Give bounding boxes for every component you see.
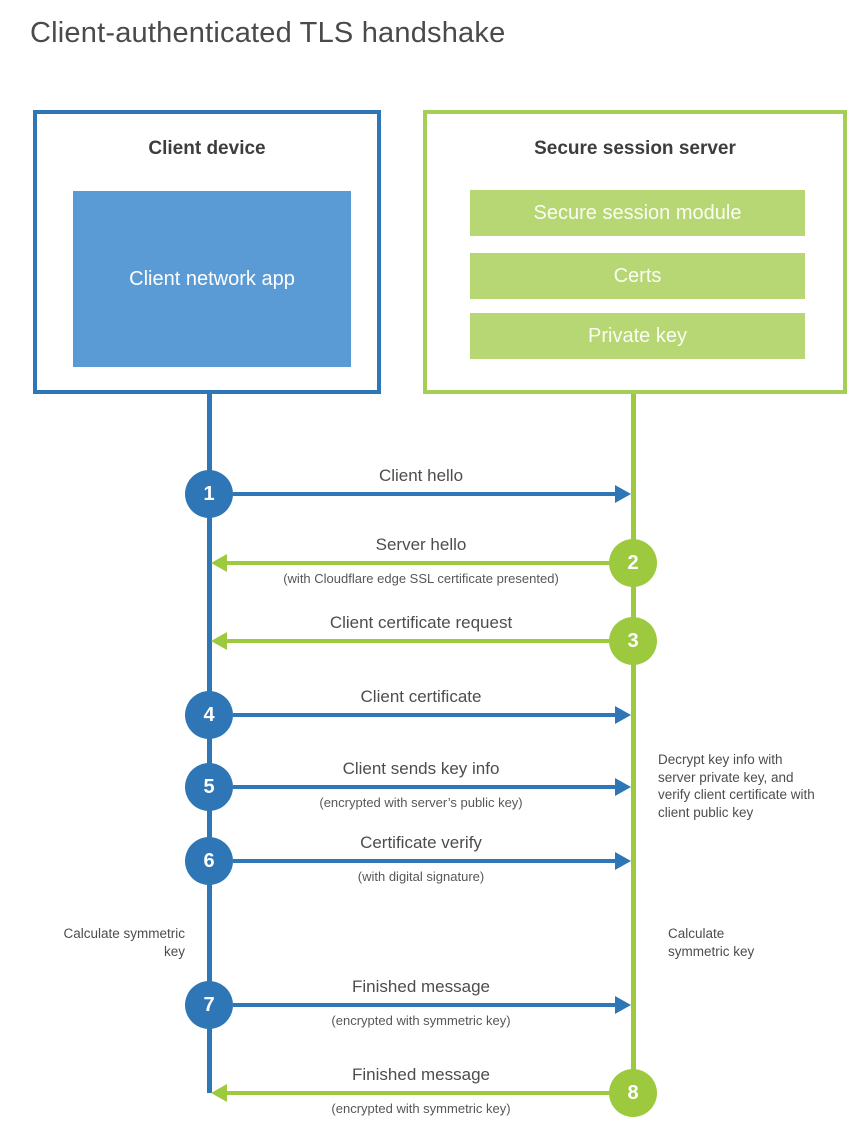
arrow-shaft <box>227 561 609 565</box>
step-label: Client hello <box>378 466 464 485</box>
calculate-symmetric-key-note-client: Calculate symmetric key <box>63 926 185 959</box>
arrow-shaft <box>233 785 615 789</box>
arrow-head-right-icon <box>615 852 631 870</box>
arrow-shaft <box>233 1003 615 1007</box>
step-label: Certificate verify <box>360 833 482 852</box>
arrow-head-right-icon <box>615 485 631 503</box>
step-number-badge: 5 <box>185 763 233 811</box>
module-bar-certs: Certs <box>470 253 805 299</box>
step-number-badge: 4 <box>185 691 233 739</box>
step-number-badge: 1 <box>185 470 233 518</box>
arrow-head-right-icon <box>615 778 631 796</box>
step-sublabel: (with digital signature) <box>357 869 485 884</box>
step-label: Finished message <box>352 1065 490 1084</box>
step-sublabel: (encrypted with server’s public key) <box>319 795 523 810</box>
client-device-header: Client device <box>148 138 266 159</box>
arrow-shaft <box>233 492 615 496</box>
page-title: Client-authenticated TLS handshake <box>30 17 506 49</box>
step-label: Server hello <box>375 535 467 554</box>
module-bar-secure-session-module: Secure session module <box>470 190 805 236</box>
step-sublabel: (encrypted with symmetric key) <box>331 1101 511 1116</box>
server-header: Secure session server <box>534 138 736 159</box>
client-network-app-box: Client network app <box>73 191 351 367</box>
arrow-shaft <box>227 639 609 643</box>
step-sublabel: (with Cloudflare edge SSL certificate presented) <box>283 571 559 586</box>
arrow-head-left-icon <box>211 632 227 650</box>
server-lifeline <box>631 394 636 1093</box>
arrow-head-right-icon <box>615 706 631 724</box>
arrow-shaft <box>233 859 615 863</box>
step-number-badge: 8 <box>609 1069 657 1117</box>
step-number-badge: 6 <box>185 837 233 885</box>
secure-session-server-box <box>423 110 847 394</box>
calculate-symmetric-key-note-server: Calculate symmetric key <box>668 926 755 959</box>
decrypt-key-note: Decrypt key info with server private key, and verify client certificate with client public key <box>658 752 815 820</box>
client-device-box <box>33 110 381 394</box>
module-bar-private-key: Private key <box>470 313 805 359</box>
step-label: Finished message <box>352 977 490 996</box>
step-number-badge: 7 <box>185 981 233 1029</box>
step-label: Client certificate <box>360 687 482 706</box>
step-label: Client certificate request <box>329 613 513 632</box>
arrow-head-left-icon <box>211 1084 227 1102</box>
arrow-head-right-icon <box>615 996 631 1014</box>
step-number-badge: 3 <box>609 617 657 665</box>
step-label: Client sends key info <box>342 759 500 778</box>
arrow-head-left-icon <box>211 554 227 572</box>
arrow-shaft <box>227 1091 609 1095</box>
step-number-badge: 2 <box>609 539 657 587</box>
step-sublabel: (encrypted with symmetric key) <box>331 1013 511 1028</box>
arrow-shaft <box>233 713 615 717</box>
